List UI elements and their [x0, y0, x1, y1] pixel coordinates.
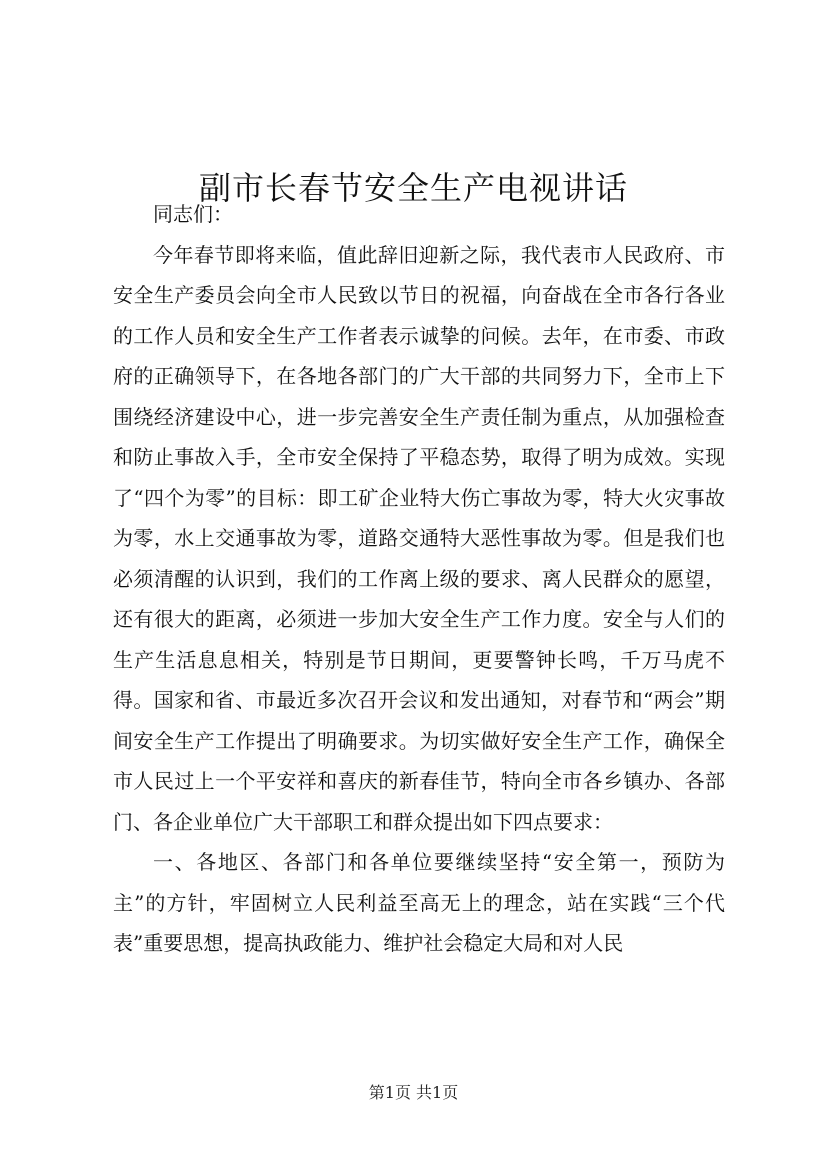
- document-title: 副市长春节安全生产电视讲话: [198, 169, 628, 208]
- paragraph-1: 今年春节即将来临，值此辞旧迎新之际，我代表市人民政府、市安全生产委员会向全市人民致以节日的祝福，向奋战在全市各行各业的工作人员和安全生产工作者表示诚挚的问候。去年，在市委、市政府的正确领导下，在各地各部门的广大干部的共同努力下，全市上下围绕经济建设中心，进一步完善安全生产责任制为重点，从加强检查和防止事故入手，全市安全保持了平稳态势，取得了明为成效。实现了“四个为零”的目标：即工矿企业特大伤亡事故为零，特大火灾事故为零，水上交通事故为零，道路交通特大恶性事故为零。但是我们也必须清醒的认识到，我们的工作离上级的要求、离人民群众的愿望，还有很大的距离，必须进一步加大安全生产工作力度。安全与人们的生产生活息息相关，特别是节日期间，更要警钟长鸣，千万马虎不得。国家和省、市最近多次召开会议和发出通知，对春节和“两会”期间安全生产工作提出了明确要求。为切实做好安全生产工作，确保全市人民过上一个平安祥和喜庆的新春佳节，特向全市各乡镇办、各部门、各企业单位广大干部职工和群众提出如下四点要求：: [113, 242, 725, 834]
- page-footer: 第1页 共1页: [368, 1083, 459, 1102]
- salutation: 同志们：: [153, 202, 233, 226]
- document-body: [113, 194, 725, 964]
- paragraph-2: 一、各地区、各部门和各单位要继续坚持“安全第一，预防为主”的方针，牢固树立人民利益至高无上的理念，站在实践“三个代表”重要思想，提高执政能力、维护社会稳定大局和对人民: [113, 850, 725, 955]
